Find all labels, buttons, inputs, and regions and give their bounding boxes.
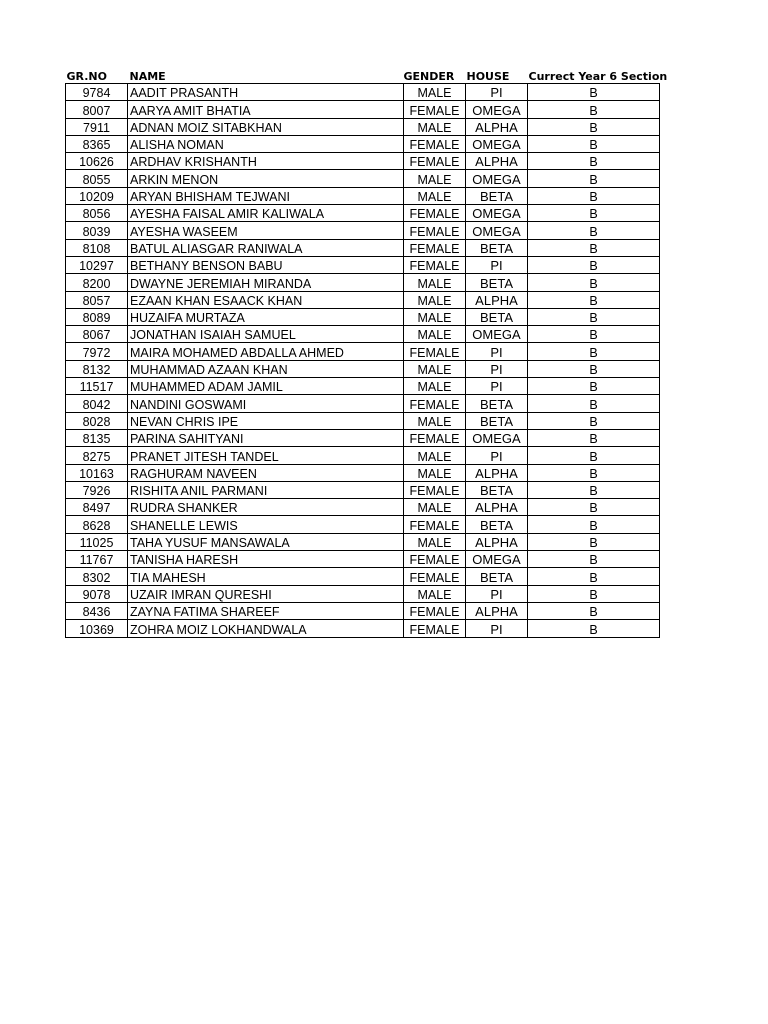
cell-gender: MALE — [404, 378, 466, 395]
cell-gender: MALE — [404, 360, 466, 377]
cell-house: BETA — [466, 481, 528, 498]
table-row — [66, 464, 660, 481]
header-row — [66, 65, 660, 84]
cell-grno: 8067 — [66, 326, 128, 343]
cell-house: ALPHA — [466, 118, 528, 135]
cell-section: B — [528, 429, 660, 446]
cell-section: B — [528, 360, 660, 377]
cell-gender: MALE — [404, 170, 466, 187]
cell-name: NEVAN CHRIS IPE — [128, 412, 404, 429]
table-row — [66, 602, 660, 619]
cell-gender: MALE — [404, 187, 466, 204]
cell-grno: 8039 — [66, 222, 128, 239]
student-list-table — [65, 65, 668, 638]
cell-house: OMEGA — [466, 222, 528, 239]
cell-grno: 8108 — [66, 239, 128, 256]
cell-section: B — [528, 291, 660, 308]
cell-gender: MALE — [404, 464, 466, 481]
cell-house: ALPHA — [466, 291, 528, 308]
table-row — [66, 205, 660, 222]
table-row — [66, 533, 660, 550]
cell-gender: MALE — [404, 412, 466, 429]
cell-house: BETA — [466, 239, 528, 256]
table-row — [66, 256, 660, 273]
cell-grno: 9078 — [66, 585, 128, 602]
cell-grno: 11025 — [66, 533, 128, 550]
cell-section: B — [528, 343, 660, 360]
cell-gender: MALE — [404, 274, 466, 291]
cell-grno: 8436 — [66, 602, 128, 619]
cell-gender: FEMALE — [404, 343, 466, 360]
table-row — [66, 429, 660, 446]
table-row — [66, 568, 660, 585]
cell-section: B — [528, 187, 660, 204]
cell-house: BETA — [466, 308, 528, 325]
table-row — [66, 135, 660, 152]
cell-section: B — [528, 395, 660, 412]
table-row — [66, 343, 660, 360]
cell-house: OMEGA — [466, 101, 528, 118]
cell-grno: 8055 — [66, 170, 128, 187]
cell-house: PI — [466, 378, 528, 395]
cell-section: B — [528, 118, 660, 135]
cell-grno: 8056 — [66, 205, 128, 222]
cell-section: B — [528, 568, 660, 585]
cell-section: B — [528, 205, 660, 222]
cell-section: B — [528, 620, 660, 637]
table-row — [66, 118, 660, 135]
cell-gender: FEMALE — [404, 620, 466, 637]
cell-house: OMEGA — [466, 551, 528, 568]
cell-name: ARKIN MENON — [128, 170, 404, 187]
cell-gender: FEMALE — [404, 256, 466, 273]
table-row — [66, 412, 660, 429]
cell-house: PI — [466, 447, 528, 464]
cell-gender: FEMALE — [404, 239, 466, 256]
cell-name: RUDRA SHANKER — [128, 499, 404, 516]
cell-section: B — [528, 551, 660, 568]
cell-house: BETA — [466, 274, 528, 291]
table-row — [66, 187, 660, 204]
cell-section: B — [528, 308, 660, 325]
table-row — [66, 585, 660, 602]
cell-name: TIA MAHESH — [128, 568, 404, 585]
cell-grno: 8057 — [66, 291, 128, 308]
cell-name: DWAYNE JEREMIAH MIRANDA — [128, 274, 404, 291]
cell-grno: 8365 — [66, 135, 128, 152]
header-grno: GR.NO — [66, 70, 107, 83]
cell-section: B — [528, 516, 660, 533]
cell-section: B — [528, 222, 660, 239]
cell-gender: MALE — [404, 84, 466, 101]
cell-grno: 9784 — [66, 84, 128, 101]
cell-name: JONATHAN ISAIAH SAMUEL — [128, 326, 404, 343]
cell-grno: 8200 — [66, 274, 128, 291]
cell-house: ALPHA — [466, 464, 528, 481]
cell-grno: 10369 — [66, 620, 128, 637]
cell-name: ALISHA NOMAN — [128, 135, 404, 152]
cell-section: B — [528, 170, 660, 187]
cell-section: B — [528, 464, 660, 481]
cell-section: B — [528, 153, 660, 170]
cell-gender: FEMALE — [404, 153, 466, 170]
cell-house: PI — [466, 84, 528, 101]
cell-grno: 8302 — [66, 568, 128, 585]
cell-gender: FEMALE — [404, 481, 466, 498]
cell-section: B — [528, 84, 660, 101]
cell-grno: 8497 — [66, 499, 128, 516]
cell-section: B — [528, 447, 660, 464]
cell-gender: MALE — [404, 291, 466, 308]
header-gender: GENDER — [403, 70, 455, 83]
cell-section: B — [528, 274, 660, 291]
cell-name: RAGHURAM NAVEEN — [128, 464, 404, 481]
cell-name: ARDHAV KRISHANTH — [128, 153, 404, 170]
cell-gender: FEMALE — [404, 568, 466, 585]
table-row — [66, 499, 660, 516]
cell-section: B — [528, 585, 660, 602]
cell-grno: 11517 — [66, 378, 128, 395]
cell-house: PI — [466, 585, 528, 602]
table-row — [66, 84, 660, 101]
cell-grno: 10626 — [66, 153, 128, 170]
cell-house: BETA — [466, 568, 528, 585]
table-body — [66, 84, 660, 638]
cell-house: OMEGA — [466, 135, 528, 152]
cell-grno: 8042 — [66, 395, 128, 412]
cell-grno: 10163 — [66, 464, 128, 481]
cell-section: B — [528, 602, 660, 619]
header-house: HOUSE — [466, 70, 510, 83]
cell-name: AARYA AMIT BHATIA — [128, 101, 404, 118]
table-row — [66, 222, 660, 239]
cell-house: BETA — [466, 187, 528, 204]
table-row — [66, 395, 660, 412]
cell-house: BETA — [466, 516, 528, 533]
cell-house: PI — [466, 620, 528, 637]
header-section: Currect Year 6 Section — [528, 70, 668, 83]
cell-grno: 8132 — [66, 360, 128, 377]
header-name: NAME — [129, 70, 166, 83]
cell-gender: FEMALE — [404, 205, 466, 222]
cell-gender: MALE — [404, 533, 466, 550]
cell-name: ZOHRA MOIZ LOKHANDWALA — [128, 620, 404, 637]
cell-grno: 8028 — [66, 412, 128, 429]
table-row — [66, 274, 660, 291]
cell-name: HUZAIFA MURTAZA — [128, 308, 404, 325]
table-row — [66, 239, 660, 256]
cell-house: OMEGA — [466, 205, 528, 222]
cell-section: B — [528, 135, 660, 152]
cell-section: B — [528, 533, 660, 550]
cell-gender: MALE — [404, 447, 466, 464]
cell-name: ZAYNA FATIMA SHAREEF — [128, 602, 404, 619]
table-row — [66, 326, 660, 343]
cell-name: AYESHA WASEEM — [128, 222, 404, 239]
cell-section: B — [528, 326, 660, 343]
cell-grno: 7972 — [66, 343, 128, 360]
cell-name: UZAIR IMRAN QURESHI — [128, 585, 404, 602]
cell-section: B — [528, 239, 660, 256]
cell-name: BETHANY BENSON BABU — [128, 256, 404, 273]
cell-name: AADIT PRASANTH — [128, 84, 404, 101]
cell-grno: 7911 — [66, 118, 128, 135]
cell-section: B — [528, 101, 660, 118]
table-row — [66, 360, 660, 377]
cell-name: MUHAMMED ADAM JAMIL — [128, 378, 404, 395]
table-row — [66, 447, 660, 464]
cell-name: EZAAN KHAN ESAACK KHAN — [128, 291, 404, 308]
cell-grno: 11767 — [66, 551, 128, 568]
cell-gender: MALE — [404, 118, 466, 135]
cell-gender: MALE — [404, 585, 466, 602]
cell-house: OMEGA — [466, 326, 528, 343]
cell-section: B — [528, 378, 660, 395]
cell-gender: FEMALE — [404, 551, 466, 568]
cell-name: AYESHA FAISAL AMIR KALIWALA — [128, 205, 404, 222]
cell-house: ALPHA — [466, 602, 528, 619]
cell-gender: FEMALE — [404, 429, 466, 446]
cell-gender: FEMALE — [404, 222, 466, 239]
cell-house: ALPHA — [466, 499, 528, 516]
cell-name: ARYAN BHISHAM TEJWANI — [128, 187, 404, 204]
cell-gender: MALE — [404, 326, 466, 343]
cell-house: PI — [466, 360, 528, 377]
cell-gender: FEMALE — [404, 516, 466, 533]
cell-house: BETA — [466, 412, 528, 429]
cell-grno: 8135 — [66, 429, 128, 446]
cell-name: PARINA SAHITYANI — [128, 429, 404, 446]
table-row — [66, 308, 660, 325]
cell-house: ALPHA — [466, 153, 528, 170]
cell-name: TAHA YUSUF MANSAWALA — [128, 533, 404, 550]
cell-grno: 8007 — [66, 101, 128, 118]
cell-gender: FEMALE — [404, 135, 466, 152]
cell-grno: 8089 — [66, 308, 128, 325]
cell-grno: 10209 — [66, 187, 128, 204]
table-row — [66, 551, 660, 568]
cell-house: PI — [466, 343, 528, 360]
cell-section: B — [528, 256, 660, 273]
cell-grno: 10297 — [66, 256, 128, 273]
cell-section: B — [528, 481, 660, 498]
cell-grno: 8628 — [66, 516, 128, 533]
cell-grno: 8275 — [66, 447, 128, 464]
cell-name: PRANET JITESH TANDEL — [128, 447, 404, 464]
cell-name: SHANELLE LEWIS — [128, 516, 404, 533]
table-row — [66, 516, 660, 533]
cell-name: ADNAN MOIZ SITABKHAN — [128, 118, 404, 135]
cell-gender: FEMALE — [404, 602, 466, 619]
cell-name: MAIRA MOHAMED ABDALLA AHMED — [128, 343, 404, 360]
cell-gender: MALE — [404, 499, 466, 516]
cell-house: OMEGA — [466, 429, 528, 446]
cell-house: ALPHA — [466, 533, 528, 550]
cell-section: B — [528, 499, 660, 516]
cell-section: B — [528, 412, 660, 429]
cell-name: TANISHA HARESH — [128, 551, 404, 568]
cell-house: OMEGA — [466, 170, 528, 187]
cell-house: BETA — [466, 395, 528, 412]
table-row — [66, 378, 660, 395]
cell-gender: FEMALE — [404, 395, 466, 412]
cell-grno: 7926 — [66, 481, 128, 498]
cell-name: BATUL ALIASGAR RANIWALA — [128, 239, 404, 256]
cell-gender: MALE — [404, 308, 466, 325]
cell-house: PI — [466, 256, 528, 273]
cell-name: NANDINI GOSWAMI — [128, 395, 404, 412]
cell-name: RISHITA ANIL PARMANI — [128, 481, 404, 498]
cell-gender: FEMALE — [404, 101, 466, 118]
table-row — [66, 481, 660, 498]
table-row — [66, 101, 660, 118]
table-row — [66, 620, 660, 637]
cell-name: MUHAMMAD AZAAN KHAN — [128, 360, 404, 377]
table-row — [66, 291, 660, 308]
table-row — [66, 170, 660, 187]
table-row — [66, 153, 660, 170]
